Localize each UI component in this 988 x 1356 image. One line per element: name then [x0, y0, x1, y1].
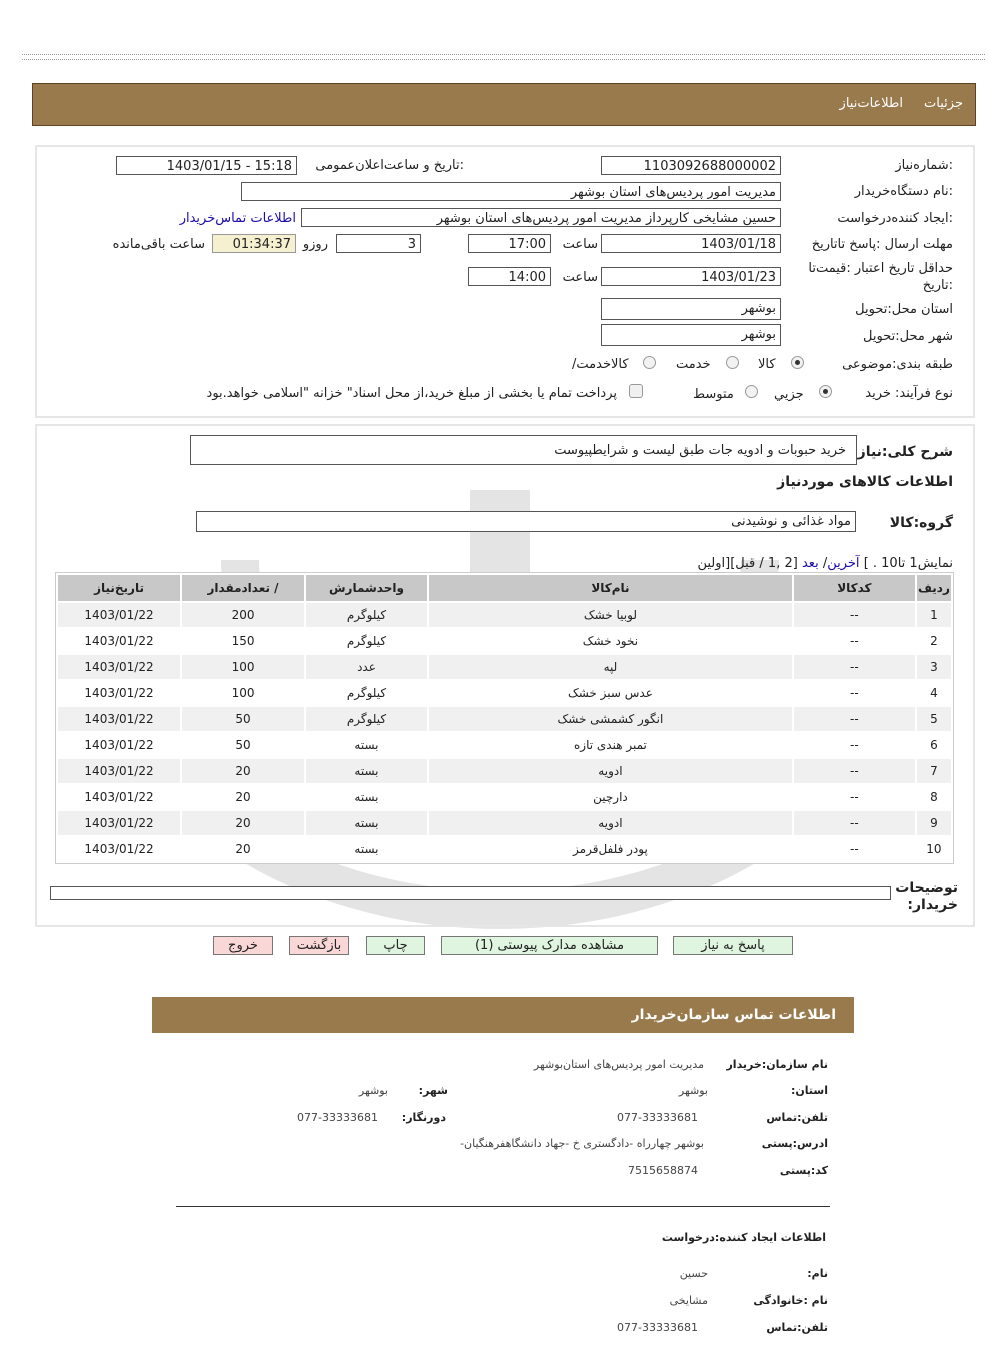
creator-name-label: :نام [807, 1267, 828, 1280]
days-field: 3 [336, 234, 421, 253]
buyer-notes-label: توضیحات [895, 880, 958, 896]
contact-phone-value: 077-33333681 [617, 1111, 698, 1124]
buyer-contact-title: اطلاعات تماس سازمان‌خریدار [631, 1007, 836, 1023]
cell-qty: 150 [182, 629, 304, 653]
cell-qty: 100 [182, 681, 304, 705]
cell-unit: کیلوگرم [306, 629, 427, 653]
category-goods-label: کالا [758, 357, 776, 372]
buyer-org-field: مدیریت امور پردیس‌های استان بوشهر [241, 182, 781, 201]
creator-field: حسین مشایخی کارپرداز مدیریت امور پردیس‌های استان بوشهر [301, 208, 781, 227]
cell-code: -- [794, 837, 915, 861]
buyer-org-label: نام دستگاه‌خریدار: [854, 184, 953, 199]
cell-qty: 20 [182, 785, 304, 809]
goods-group-field: مواد غذائی و نوشیدنی [196, 511, 856, 532]
cell-unit: بسته [306, 811, 427, 835]
header-bar [32, 83, 976, 126]
cell-row: 10 [917, 837, 951, 861]
category-service-label: خدمت [676, 357, 711, 372]
cell-date: 1403/01/22 [58, 837, 180, 861]
treasury-payment-checkbox[interactable] [629, 384, 643, 398]
process-type-label: نوع فرآیند: خرید [865, 386, 953, 401]
validity-label-2: تاریخ: [922, 278, 953, 293]
contact-postal-value: 7515658874 [628, 1164, 698, 1177]
cell-unit: کیلوگرم [306, 603, 427, 627]
cell-date: 1403/01/22 [58, 811, 180, 835]
pager: نمایش1 تا10 . ] آخرین/ بعد [2 ,1 / قبل][اولین [697, 556, 953, 571]
cell-date: 1403/01/22 [58, 603, 180, 627]
col-row-header: ردیف [917, 575, 951, 601]
col-date-header: تاریخ‌نیاز [58, 575, 180, 601]
cell-row: 7 [917, 759, 951, 783]
cell-code: -- [794, 629, 915, 653]
reply-button[interactable]: پاسخ به نیاز [673, 936, 793, 955]
deadline-label: مهلت ارسال :پاسخ تا‌تاریخ [811, 237, 953, 252]
validity-date-field: 1403/01/23 [601, 267, 781, 286]
cell-code: -- [794, 733, 915, 757]
contact-province-label: :استان [790, 1084, 828, 1097]
process-medium-label: متوسط [693, 387, 734, 402]
cell-unit: کیلوگرم [306, 681, 427, 705]
org-name-value: مدیریت امور پردیس‌های استان‌بوشهر [533, 1058, 704, 1071]
deadline-time-field: 17:00 [468, 234, 551, 253]
cell-row: 3 [917, 655, 951, 679]
buyer-contact-link[interactable]: اطلاعات تماس‌خریدار [179, 211, 296, 226]
cell-date: 1403/01/22 [58, 785, 180, 809]
process-medium-radio[interactable] [745, 385, 758, 398]
cell-unit: عدد [306, 655, 427, 679]
cell-row: 2 [917, 629, 951, 653]
cell-unit: بسته [306, 837, 427, 861]
cell-qty: 50 [182, 733, 304, 757]
col-code-header: کدکالا [794, 575, 915, 601]
print-button[interactable]: چاپ [366, 936, 425, 955]
table-row [58, 733, 951, 757]
cell-name: ادویه [429, 759, 792, 783]
tab-need-info[interactable]: اطلاعات‌نیاز [839, 96, 903, 111]
cell-qty: 50 [182, 707, 304, 731]
cell-code: -- [794, 603, 915, 627]
table-row [58, 603, 951, 627]
contact-phone-label: تلفن:تماس [766, 1111, 828, 1124]
remaining-time-field: 01:34:37 [212, 234, 296, 253]
buyer-contact-header [152, 997, 854, 1033]
validity-time-label: ساعت [562, 270, 598, 285]
category-goods-radio[interactable] [791, 356, 804, 369]
cell-date: 1403/01/22 [58, 733, 180, 757]
contact-address-value: -بوشهر چهارراه -دادگستری خ -جهاد دانشگاهفرهنگیان [460, 1137, 704, 1150]
goods-group-label: گروه:کالا [889, 515, 953, 531]
cell-code: -- [794, 759, 915, 783]
cell-name: تمبر هندی تازه [429, 733, 792, 757]
cell-row: 6 [917, 733, 951, 757]
view-attachments-button[interactable]: مشاهده مدارک پیوستی (1) [441, 936, 658, 955]
deadline-time-label: ساعت [562, 237, 598, 252]
exit-button[interactable]: خروج [213, 936, 273, 955]
city-field: بوشهر [601, 324, 781, 346]
category-goods-service-radio[interactable] [643, 356, 656, 369]
table-row [58, 785, 951, 809]
cell-name: انگور کشمشی خشک [429, 707, 792, 731]
cell-unit: بسته [306, 759, 427, 783]
need-number-field: 1103092688000002 [601, 156, 781, 175]
col-name-header: نام‌کالا [429, 575, 792, 601]
cell-code: -- [794, 655, 915, 679]
creator-label: ایجاد کننده‌درخواست: [837, 211, 953, 226]
treasury-payment-note: پرداخت تمام یا بخشی از مبلغ خرید،از محل اسناد" خزانه "اسلامی خواهد.بود [206, 386, 617, 401]
cell-row: 8 [917, 785, 951, 809]
top-divider [22, 54, 985, 60]
cell-qty: 100 [182, 655, 304, 679]
summary-field: خرید حبوبات و ادویه جات طبق لیست و شرایطپیوست [190, 435, 857, 465]
cell-name: لپه [429, 655, 792, 679]
pager-pages[interactable]: [2 ,1 / قبل][اولین [697, 556, 798, 571]
deadline-date-field: 1403/01/18 [601, 234, 781, 253]
cell-qty: 20 [182, 811, 304, 835]
buyer-notes-label-2: :خریدار [907, 897, 958, 913]
cell-row: 4 [917, 681, 951, 705]
cell-unit: بسته [306, 733, 427, 757]
days-label: روزو [302, 237, 328, 252]
announce-date-field: 1403/01/15 - 15:18 [116, 156, 297, 175]
contact-city-value: بوشهر [358, 1084, 388, 1097]
process-minor-radio[interactable] [819, 385, 832, 398]
cell-unit: کیلوگرم [306, 707, 427, 731]
back-button[interactable]: بازگشت [289, 936, 349, 955]
goods-info-title: اطلاعات کالاهای موردنیاز [777, 474, 953, 490]
creator-family-value: مشایخی [669, 1294, 708, 1307]
table-row [58, 811, 951, 835]
province-label: استان محل:تحویل [855, 302, 953, 317]
org-name-label: نام سازمان:خریدار [726, 1058, 828, 1071]
cell-unit: بسته [306, 785, 427, 809]
cell-date: 1403/01/22 [58, 681, 180, 705]
cell-date: 1403/01/22 [58, 707, 180, 731]
cell-row: 1 [917, 603, 951, 627]
contact-fax-label: :دورنگار [401, 1111, 446, 1124]
cell-code: -- [794, 811, 915, 835]
remaining-time-label: ساعت باقی‌مانده [112, 237, 205, 252]
cell-date: 1403/01/22 [58, 759, 180, 783]
cell-name: نخود خشک [429, 629, 792, 653]
category-service-radio[interactable] [726, 356, 739, 369]
table-row [58, 837, 951, 861]
cell-date: 1403/01/22 [58, 655, 180, 679]
contact-fax-value: 077-33333681 [297, 1111, 378, 1124]
cell-code: -- [794, 785, 915, 809]
table-row [58, 759, 951, 783]
col-qty-header: / تعدادمقدار [182, 575, 304, 601]
cell-qty: 20 [182, 759, 304, 783]
buyer-notes-field [50, 886, 891, 900]
creator-family-label: نام :خانوادگی [753, 1294, 828, 1307]
contact-postal-label: کد:پستی [779, 1164, 828, 1177]
table-row [58, 655, 951, 679]
city-label: شهر محل:تحویل [863, 329, 953, 344]
cell-qty: 200 [182, 603, 304, 627]
category-goods-service-label: /کالاخدمت [572, 357, 629, 372]
cell-name: عدس سبز خشک [429, 681, 792, 705]
cell-row: 5 [917, 707, 951, 731]
announce-date-label: تاریخ و ساعت‌اعلان‌عمومی: [315, 158, 464, 173]
table-row [58, 681, 951, 705]
category-label: طبقه بندی:موضوعی [842, 357, 953, 372]
goods-table [55, 572, 954, 864]
cell-code: -- [794, 681, 915, 705]
validity-label: حداقل تاریخ اعتبار :قیمت‌تا [808, 261, 953, 276]
tab-details[interactable]: جزئیات [924, 96, 963, 111]
cell-row: 9 [917, 811, 951, 835]
creator-phone-label: تلفن:تماس [766, 1321, 828, 1334]
province-field: بوشهر [601, 298, 781, 320]
table-row [58, 629, 951, 653]
table-header-row [58, 575, 951, 601]
creator-phone-value: 077-33333681 [617, 1321, 698, 1334]
col-unit-header: واحدشمارش [306, 575, 427, 601]
creator-info-title: اطلاعات ایجاد کننده:درخواست [661, 1231, 826, 1244]
cell-name: ادویه [429, 811, 792, 835]
need-number-label: شماره‌نیاز: [895, 158, 953, 173]
summary-label: شرح کلی:نیاز [857, 444, 953, 460]
validity-time-field: 14:00 [468, 267, 551, 286]
cell-name: لوبیا خشک [429, 603, 792, 627]
cell-name: دارچین [429, 785, 792, 809]
contact-address-label: ادرس:پستی [761, 1137, 828, 1150]
process-minor-label: جزيي [774, 387, 804, 402]
pager-range: نمایش1 تا10 . ] [863, 556, 953, 571]
cell-date: 1403/01/22 [58, 629, 180, 653]
cell-code: -- [794, 707, 915, 731]
table-row [58, 707, 951, 731]
contact-province-value: بوشهر [678, 1084, 708, 1097]
contact-divider [176, 1206, 830, 1207]
cell-qty: 20 [182, 837, 304, 861]
contact-city-label: :شهر [418, 1084, 448, 1097]
creator-name-value: حسین [679, 1267, 708, 1280]
cell-name: پودر فلفل‌قرمز [429, 837, 792, 861]
pager-next-link[interactable]: بعد [801, 556, 819, 571]
pager-last-link[interactable]: آخرین [827, 556, 860, 571]
